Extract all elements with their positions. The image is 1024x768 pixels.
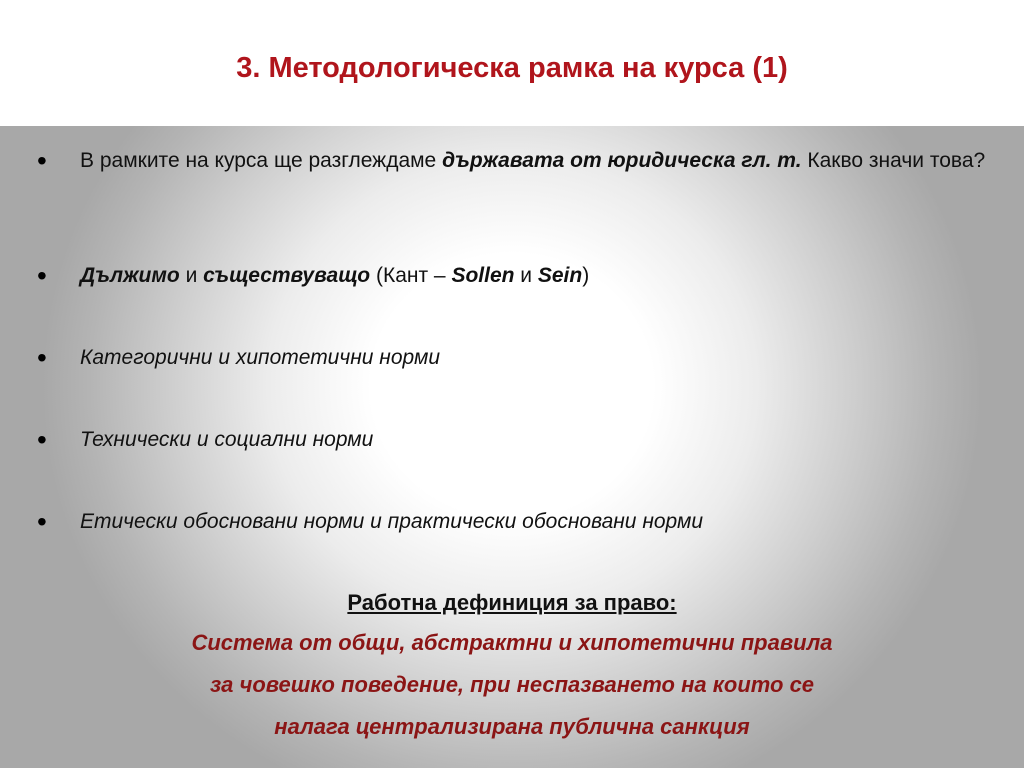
definition-heading: Работна дефиниция за право: <box>347 590 677 615</box>
bullet-text-part: Какво значи това? <box>801 149 986 172</box>
bullet-text <box>80 259 1016 293</box>
bullet-text <box>80 423 1016 457</box>
slide-body <box>0 126 1024 768</box>
definition-line: Система от общи, абстрактни и хипотетични правила <box>191 630 833 655</box>
bullet-text-italic: Категорични и хипотетични норми <box>80 346 441 369</box>
bullet-text <box>80 144 1016 178</box>
definition-line: за човешко поведение, при неспазването на които се <box>209 672 815 697</box>
title-band <box>0 0 1024 126</box>
bullet-text-italic: Етически обосновани норми и практически обосновани норми <box>80 510 704 533</box>
bullet-text-part: ) <box>582 264 590 287</box>
bullet-text-part: и <box>179 264 204 287</box>
bullet-text <box>80 505 1016 539</box>
bullet-dot: • <box>37 145 47 176</box>
bullet-dot: • <box>37 342 47 373</box>
bullet-text-part: В рамките на курса ще разглеждаме <box>80 149 443 172</box>
bullet-text-emphasis: Sollen <box>451 264 515 287</box>
bullet-text-emphasis: Sein <box>537 264 583 287</box>
bullet-dot: • <box>37 260 47 291</box>
slide-title: 3. Методологическа рамка на курса (1) <box>236 52 788 84</box>
bullet-text-italic: Технически и социални норми <box>80 428 374 451</box>
definition-line: налага централизирана публична санкция <box>274 714 750 739</box>
bullet-text-part: и <box>514 264 538 287</box>
bullet-text <box>80 341 1016 375</box>
bullet-text-emphasis: Дължимо <box>80 264 180 287</box>
bullet-text-emphasis: държавата от юридическа гл. т. <box>442 149 802 172</box>
bullet-dot: • <box>37 424 47 455</box>
bullet-dot: • <box>37 506 47 537</box>
bullet-text-part: (Кант – <box>370 264 452 287</box>
bullet-text-emphasis: съществуващо <box>203 264 371 287</box>
